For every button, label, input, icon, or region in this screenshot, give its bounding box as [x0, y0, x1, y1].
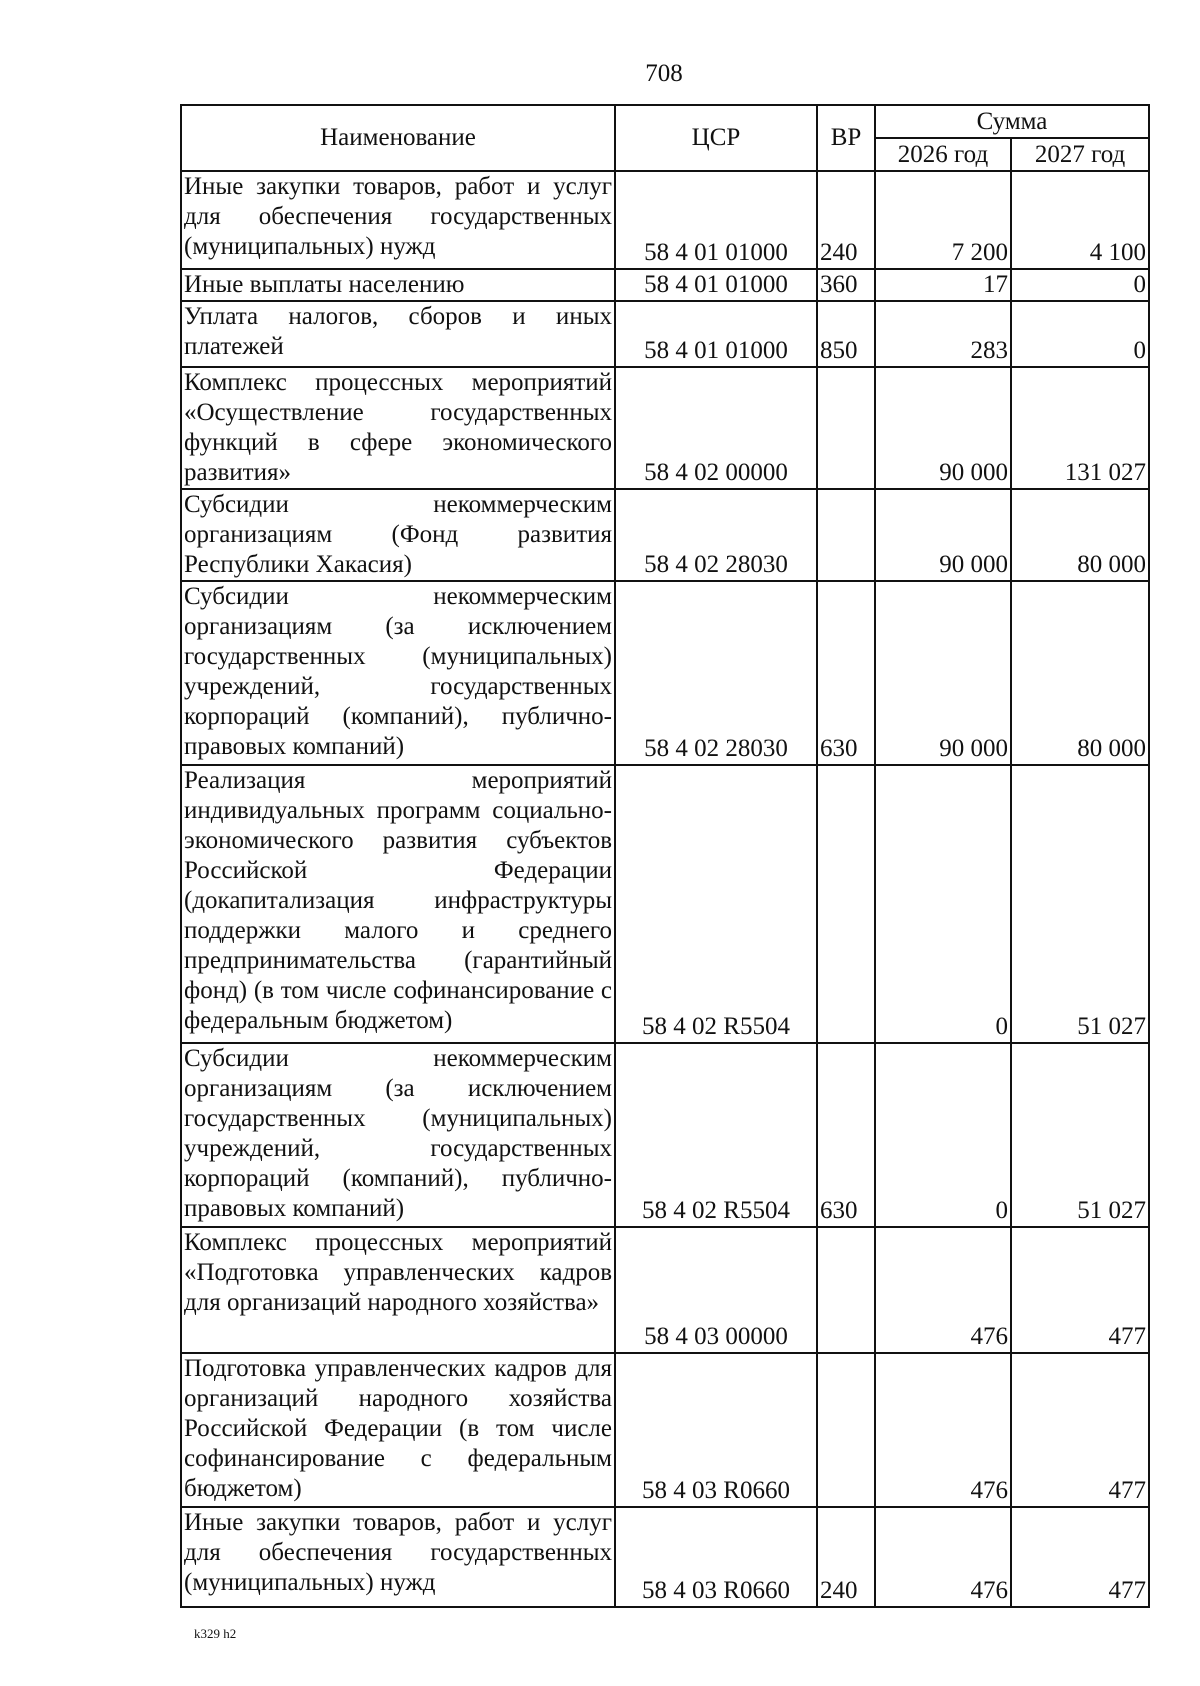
row-amount-2026: 283 [875, 301, 1011, 367]
row-amount-2026: 90 000 [875, 367, 1011, 489]
row-amount-2027: 51 027 [1011, 1043, 1149, 1227]
row-name: Субсидии некоммерческим организациям (за исключением государственных (муниципальных) учреждений, государственных корпораций (компаний), публично-правовых компаний) [181, 581, 615, 765]
row-name: Субсидии некоммерческим организациям (за исключением государственных (муниципальных) учреждений, государственных корпораций (компаний), публично-правовых компаний) [181, 1043, 615, 1227]
header-sum: Сумма [875, 105, 1149, 138]
header-vr: ВР [817, 105, 875, 171]
table-row [181, 301, 1149, 367]
page-number: 708 [645, 60, 683, 87]
row-vr [817, 367, 875, 489]
row-amount-2027: 0 [1011, 301, 1149, 367]
row-amount-2027: 80 000 [1011, 489, 1149, 581]
footer-code: k329 h2 [194, 1626, 237, 1641]
header-year-2027: 2027 год [1011, 138, 1149, 171]
table-row [181, 367, 1149, 489]
row-amount-2026: 0 [875, 765, 1011, 1043]
header-csr: ЦСР [615, 105, 817, 171]
row-amount-2027: 0 [1011, 269, 1149, 301]
row-amount-2026: 476 [875, 1507, 1011, 1607]
row-vr [817, 765, 875, 1043]
row-amount-2027: 80 000 [1011, 581, 1149, 765]
row-vr: 850 [817, 301, 875, 367]
row-amount-2027: 131 027 [1011, 367, 1149, 489]
row-csr: 58 4 02 28030 [615, 581, 817, 765]
row-vr [817, 489, 875, 581]
row-amount-2026: 476 [875, 1353, 1011, 1507]
row-amount-2027: 477 [1011, 1353, 1149, 1507]
row-name: Субсидии некоммерческим организациям (Фонд развития Республики Хакасия) [181, 489, 615, 581]
row-csr: 58 4 01 01000 [615, 171, 817, 269]
table-row [181, 171, 1149, 269]
row-name: Комплекс процессных мероприятий «Осуществление государственных функций в сфере экономического развития» [181, 367, 615, 489]
row-vr: 240 [817, 1507, 875, 1607]
header-year-2026: 2026 год [875, 138, 1011, 171]
row-amount-2027: 477 [1011, 1227, 1149, 1353]
table-row [181, 489, 1149, 581]
row-name: Подготовка управленческих кадров для организаций народного хозяйства Российской Федерации (в том числе софинансирование с федеральным бюджетом) [181, 1353, 615, 1507]
table-row [181, 581, 1149, 765]
row-name: Комплекс процессных мероприятий «Подготовка управленческих кадров для организаций народного хозяйства» [181, 1227, 615, 1353]
row-vr: 630 [817, 581, 875, 765]
row-vr [817, 1227, 875, 1353]
row-vr: 240 [817, 171, 875, 269]
row-name: Реализация мероприятий индивидуальных программ социально-экономического развития субъектов Российской Федерации (докапитализация инфраструктуры поддержки малого и среднего предпринимательства (гарантийный фонд) (в том числе софинансирование с федеральным бюджетом) [181, 765, 615, 1043]
row-csr: 58 4 01 01000 [615, 301, 817, 367]
table-row [181, 1353, 1149, 1507]
row-amount-2026: 17 [875, 269, 1011, 301]
row-name: Уплата налогов, сборов и иных платежей [181, 301, 615, 367]
row-amount-2026: 90 000 [875, 489, 1011, 581]
table-row [181, 1227, 1149, 1353]
row-amount-2027: 51 027 [1011, 765, 1149, 1043]
row-vr: 630 [817, 1043, 875, 1227]
row-amount-2026: 476 [875, 1227, 1011, 1353]
row-csr: 58 4 02 R5504 [615, 1043, 817, 1227]
budget-table [180, 104, 1150, 1608]
row-csr: 58 4 02 28030 [615, 489, 817, 581]
row-amount-2026: 90 000 [875, 581, 1011, 765]
row-amount-2026: 7 200 [875, 171, 1011, 269]
row-amount-2026: 0 [875, 1043, 1011, 1227]
table-body [181, 171, 1149, 1607]
row-vr [817, 1353, 875, 1507]
table-row [181, 1507, 1149, 1607]
row-csr: 58 4 01 01000 [615, 269, 817, 301]
row-name: Иные закупки товаров, работ и услуг для обеспечения государственных (муниципальных) нужд [181, 1507, 615, 1607]
row-amount-2027: 4 100 [1011, 171, 1149, 269]
row-name: Иные закупки товаров, работ и услуг для обеспечения государственных (муниципальных) нужд [181, 171, 615, 269]
row-csr: 58 4 03 00000 [615, 1227, 817, 1353]
table-row [181, 269, 1149, 301]
row-csr: 58 4 03 R0660 [615, 1353, 817, 1507]
table-row [181, 765, 1149, 1043]
row-vr: 360 [817, 269, 875, 301]
row-csr: 58 4 03 R0660 [615, 1507, 817, 1607]
row-name: Иные выплаты населению [181, 269, 615, 301]
table-row [181, 1043, 1149, 1227]
row-csr: 58 4 02 R5504 [615, 765, 817, 1043]
row-csr: 58 4 02 00000 [615, 367, 817, 489]
row-amount-2027: 477 [1011, 1507, 1149, 1607]
header-name: Наименование [181, 105, 615, 171]
